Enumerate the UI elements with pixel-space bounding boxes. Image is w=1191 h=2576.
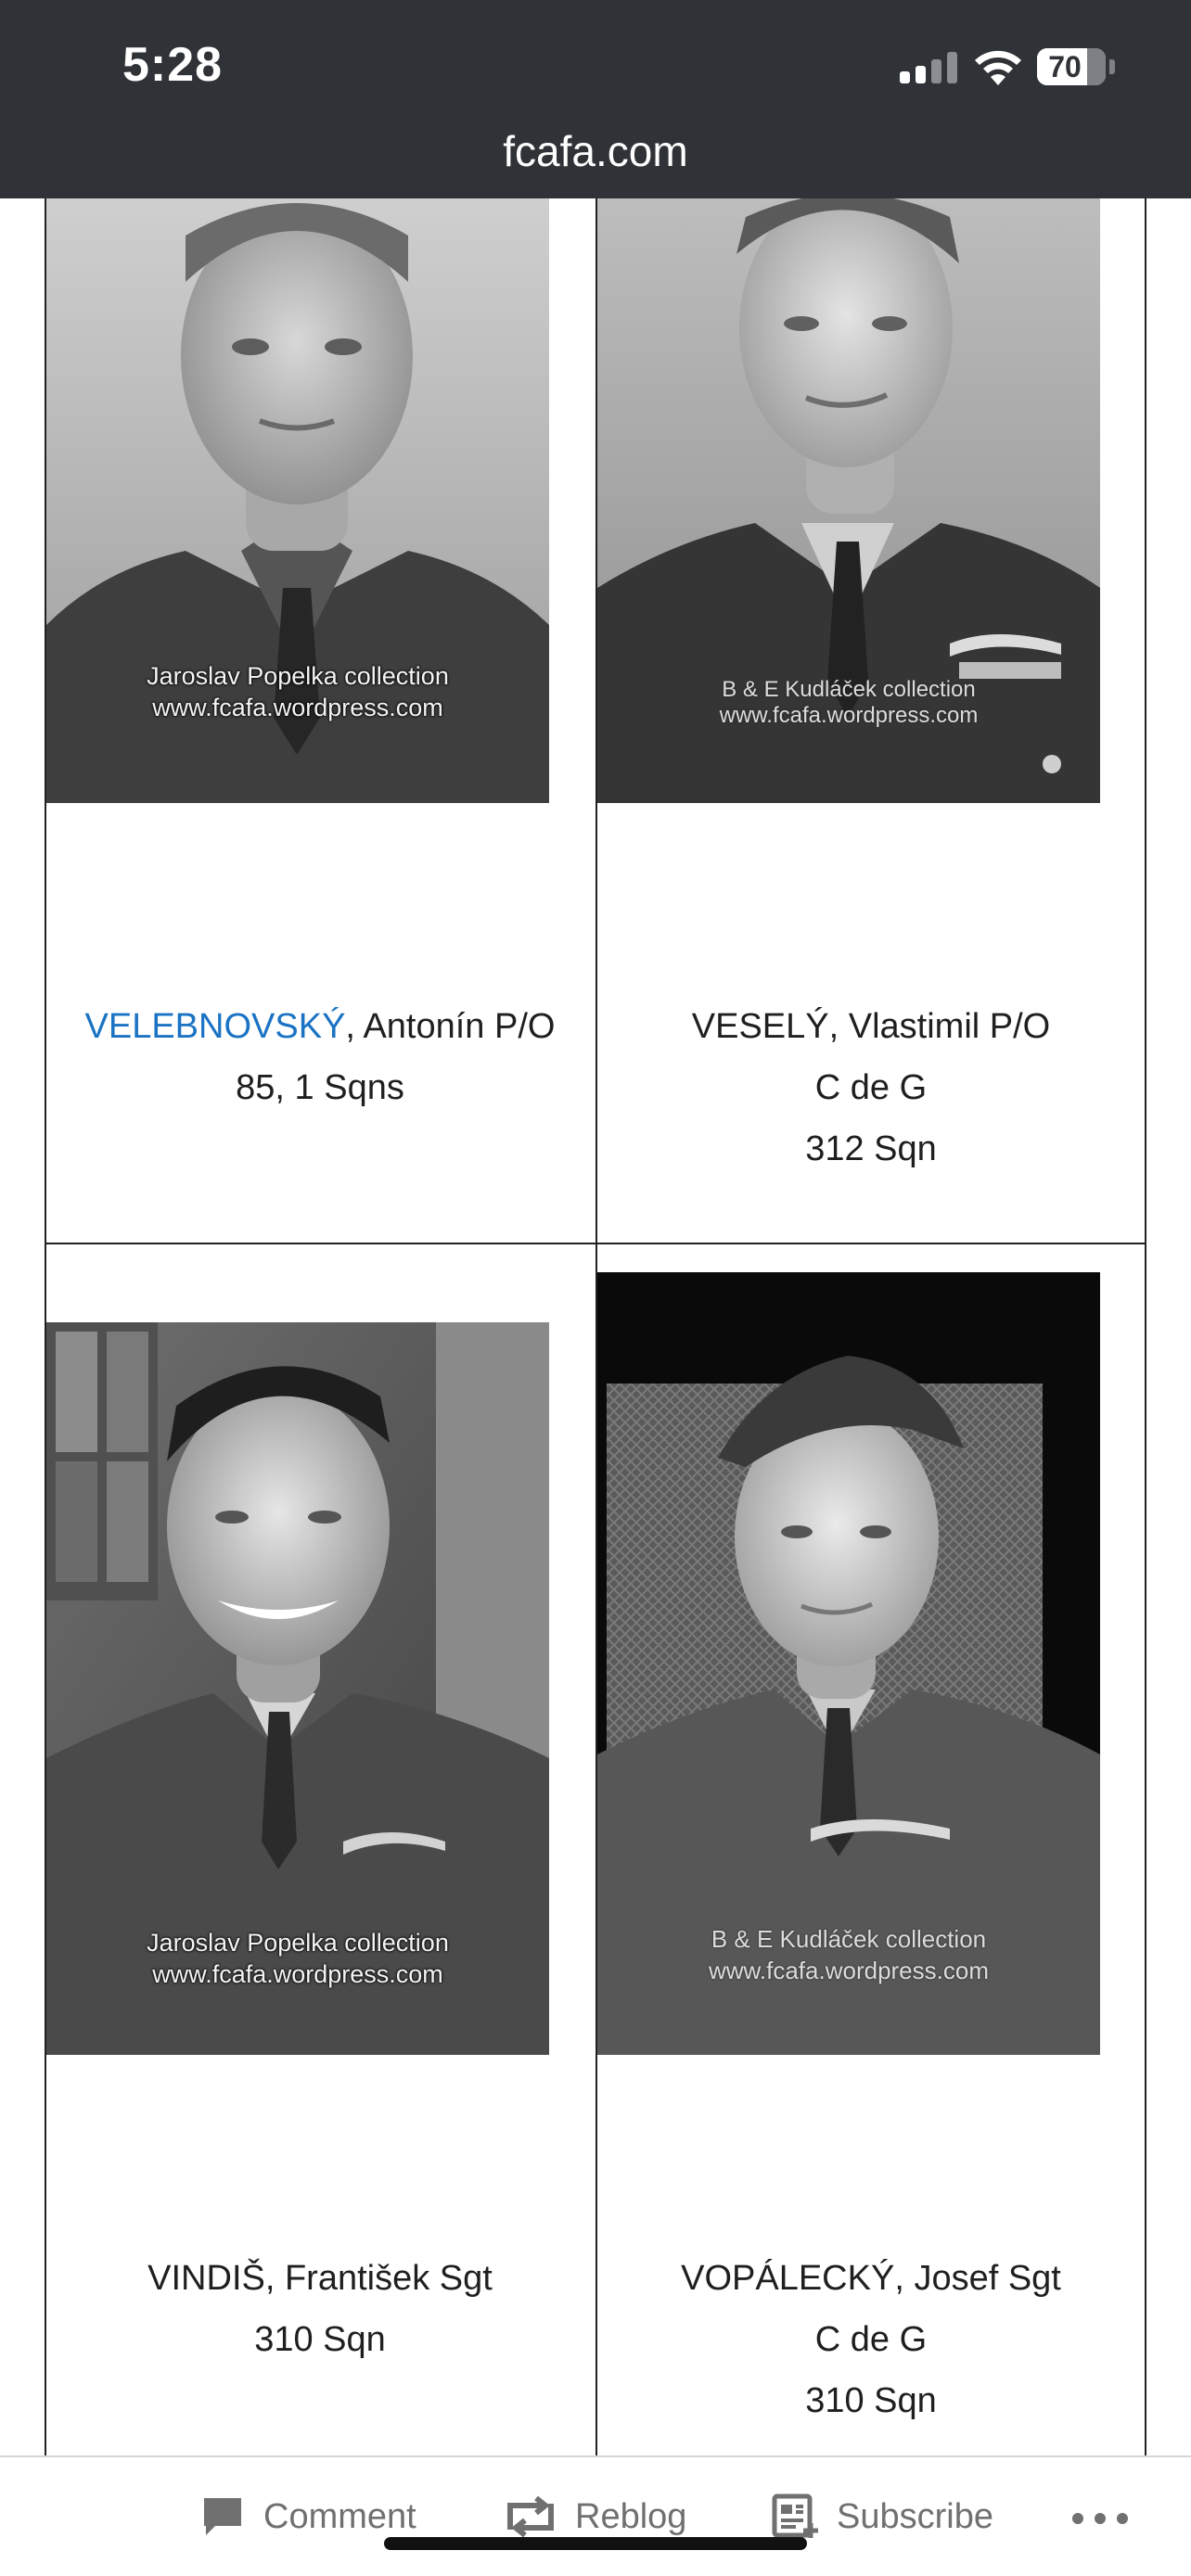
status-time: 5:28 [122,38,224,92]
pilot-unit: 310 Sqn [254,2320,386,2359]
signal-icon [900,52,959,83]
table-row-divider [45,1243,1146,1244]
aircrew-table [45,198,1146,2470]
pilot-unit: 85, 1 Sqns [236,1068,404,1107]
reblog-icon [503,2493,558,2541]
photo-credit: Jaroslav Popelka collection www.fcafa.wordpress.com [147,662,449,721]
wifi-icon [972,46,1024,87]
battery-tip [1109,59,1115,74]
subscribe-label: Subscribe [837,2496,993,2536]
pilot-award: C de G [814,2320,928,2359]
pilot-award: C de G [814,1068,928,1107]
browser-top-bar [0,0,1191,198]
pilot-name: VESELÝ, Vlastimil P/O [691,1007,1051,1046]
portrait-photo-vesely [597,198,1100,803]
pilot-name: VINDIŠ, František Sgt [147,2259,493,2298]
comment-label: Comment [263,2496,416,2536]
pilot-name-link[interactable]: VELEBNOVSKÝ [84,1007,346,1046]
reblog-button[interactable] [503,2491,686,2543]
photo-credit: Jaroslav Popelka collection www.fcafa.wordpress.com [147,1929,449,1988]
portrait-photo-vopalecky [597,1272,1100,2055]
post-action-bar [0,2455,1191,2576]
more-icon[interactable] [1072,2513,1128,2524]
address-bar-url[interactable]: fcafa.com [503,127,688,175]
table-border-right [1145,198,1146,2470]
pilot-caption-vindis [46,2248,594,2370]
home-indicator[interactable] [384,2537,807,2550]
comment-button[interactable] [198,2491,416,2543]
subscribe-button[interactable] [770,2491,993,2543]
pilot-unit: 310 Sqn [805,2381,937,2420]
pilot-caption-vesely [597,996,1145,1180]
pilot-name: VELEBNOVSKÝ, Antonín P/O [84,1007,556,1046]
subscribe-icon [770,2492,820,2542]
portrait-photo-vindis [46,1322,549,2055]
pilot-caption-vopalecky [597,2248,1145,2431]
reblog-label: Reblog [575,2496,687,2536]
comment-icon [198,2493,247,2541]
pilot-unit: 312 Sqn [805,1129,937,1168]
battery-level: 70 [1048,50,1082,83]
portrait-photo-velebnovsky [46,198,549,803]
pilot-caption-velebnovsky [46,996,594,1118]
photo-credit: B & E Kudláček collection www.fcafa.wordpress.com [709,1925,989,1984]
photo-credit: B & E Kudláček collection www.fcafa.wordpress.com [719,677,979,728]
pilot-name: VOPÁLECKÝ, Josef Sgt [681,2259,1061,2298]
battery-icon [1037,48,1106,85]
